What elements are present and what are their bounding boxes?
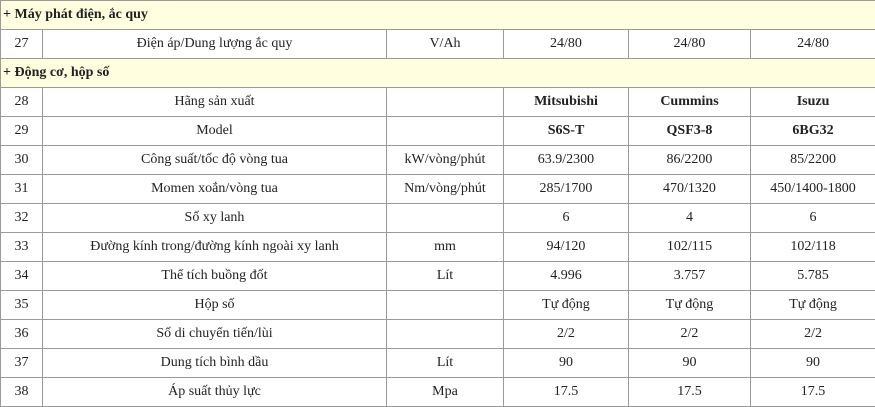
row-value-2: Tự động: [629, 291, 751, 320]
row-value-1: S6S-T: [504, 117, 629, 146]
row-value-3: Tự động: [751, 291, 875, 320]
row-value-2: 90: [629, 349, 751, 378]
table-row: [1, 88, 875, 117]
table-row: [1, 291, 875, 320]
table-row: [1, 320, 875, 349]
row-value-1: 285/1700: [504, 175, 629, 204]
row-value-3: 5.785: [751, 262, 875, 291]
row-label: Áp suất thủy lực: [43, 378, 387, 407]
row-value-1: 6: [504, 204, 629, 233]
row-value-2: 17.5: [629, 378, 751, 407]
row-unit: [387, 320, 504, 349]
row-unit: Mpa: [387, 378, 504, 407]
row-index: 36: [1, 320, 43, 349]
row-value-3: 2/2: [751, 320, 875, 349]
section-header-engine: [1, 59, 875, 88]
row-value-1: Mitsubishi: [504, 88, 629, 117]
row-index: 33: [1, 233, 43, 262]
row-label: Hộp số: [43, 291, 387, 320]
row-value-1: 63.9/2300: [504, 146, 629, 175]
row-label: Số xy lanh: [43, 204, 387, 233]
row-unit: [387, 204, 504, 233]
row-value-2: Cummins: [629, 88, 751, 117]
row-value-3: 450/1400-1800: [751, 175, 875, 204]
row-value-2: 470/1320: [629, 175, 751, 204]
row-value-2: 86/2200: [629, 146, 751, 175]
table-row: [1, 262, 875, 291]
row-value-3: Isuzu: [751, 88, 875, 117]
row-value-3: 6BG32: [751, 117, 875, 146]
row-index: 29: [1, 117, 43, 146]
row-index: 35: [1, 291, 43, 320]
row-value-1: 94/120: [504, 233, 629, 262]
row-label: Dung tích bình dầu: [43, 349, 387, 378]
row-value-1: 2/2: [504, 320, 629, 349]
row-label: Đường kính trong/đường kính ngoài xy lanh: [43, 233, 387, 262]
row-value-3: 17.5: [751, 378, 875, 407]
row-unit: V/Ah: [387, 30, 504, 59]
table-row: [1, 378, 875, 407]
row-unit: Lít: [387, 349, 504, 378]
row-index: 37: [1, 349, 43, 378]
table-row: [1, 175, 875, 204]
table-row: [1, 146, 875, 175]
row-value-2: 102/115: [629, 233, 751, 262]
row-value-1: 4.996: [504, 262, 629, 291]
row-value-1: Tự động: [504, 291, 629, 320]
row-label: Hãng sản xuất: [43, 88, 387, 117]
row-unit: [387, 291, 504, 320]
row-value-2: 4: [629, 204, 751, 233]
row-value-1: 17.5: [504, 378, 629, 407]
table-row: [1, 233, 875, 262]
row-value-3: 102/118: [751, 233, 875, 262]
row-unit: kW/vòng/phút: [387, 146, 504, 175]
row-unit: Lít: [387, 262, 504, 291]
row-label: Số di chuyển tiến/lùi: [43, 320, 387, 349]
row-label: Thể tích buồng đốt: [43, 262, 387, 291]
row-index: 38: [1, 378, 43, 407]
row-value-3: 85/2200: [751, 146, 875, 175]
row-unit: [387, 117, 504, 146]
row-value-2: 2/2: [629, 320, 751, 349]
row-value-1: 90: [504, 349, 629, 378]
row-label: Momen xoắn/vòng tua: [43, 175, 387, 204]
section-title: + Động cơ, hộp số: [1, 59, 875, 88]
row-index: 28: [1, 88, 43, 117]
row-index: 31: [1, 175, 43, 204]
table-row: [1, 117, 875, 146]
row-value-3: 24/80: [751, 30, 875, 59]
row-value-3: 6: [751, 204, 875, 233]
table-row: [1, 204, 875, 233]
row-index: 32: [1, 204, 43, 233]
row-value-2: 3.757: [629, 262, 751, 291]
table-row: [1, 349, 875, 378]
row-label: Model: [43, 117, 387, 146]
row-unit: mm: [387, 233, 504, 262]
row-value-1: 24/80: [504, 30, 629, 59]
row-unit: Nm/vòng/phút: [387, 175, 504, 204]
row-label: Công suất/tốc độ vòng tua: [43, 146, 387, 175]
table-row: [1, 30, 875, 59]
row-value-2: QSF3-8: [629, 117, 751, 146]
row-index: 30: [1, 146, 43, 175]
row-index: 34: [1, 262, 43, 291]
section-header-generator: [1, 1, 875, 30]
row-value-2: 24/80: [629, 30, 751, 59]
row-value-3: 90: [751, 349, 875, 378]
row-index: 27: [1, 30, 43, 59]
section-title: + Máy phát điện, ắc quy: [1, 1, 875, 30]
row-label: Điện áp/Dung lượng ắc quy: [43, 30, 387, 59]
row-unit: [387, 88, 504, 117]
